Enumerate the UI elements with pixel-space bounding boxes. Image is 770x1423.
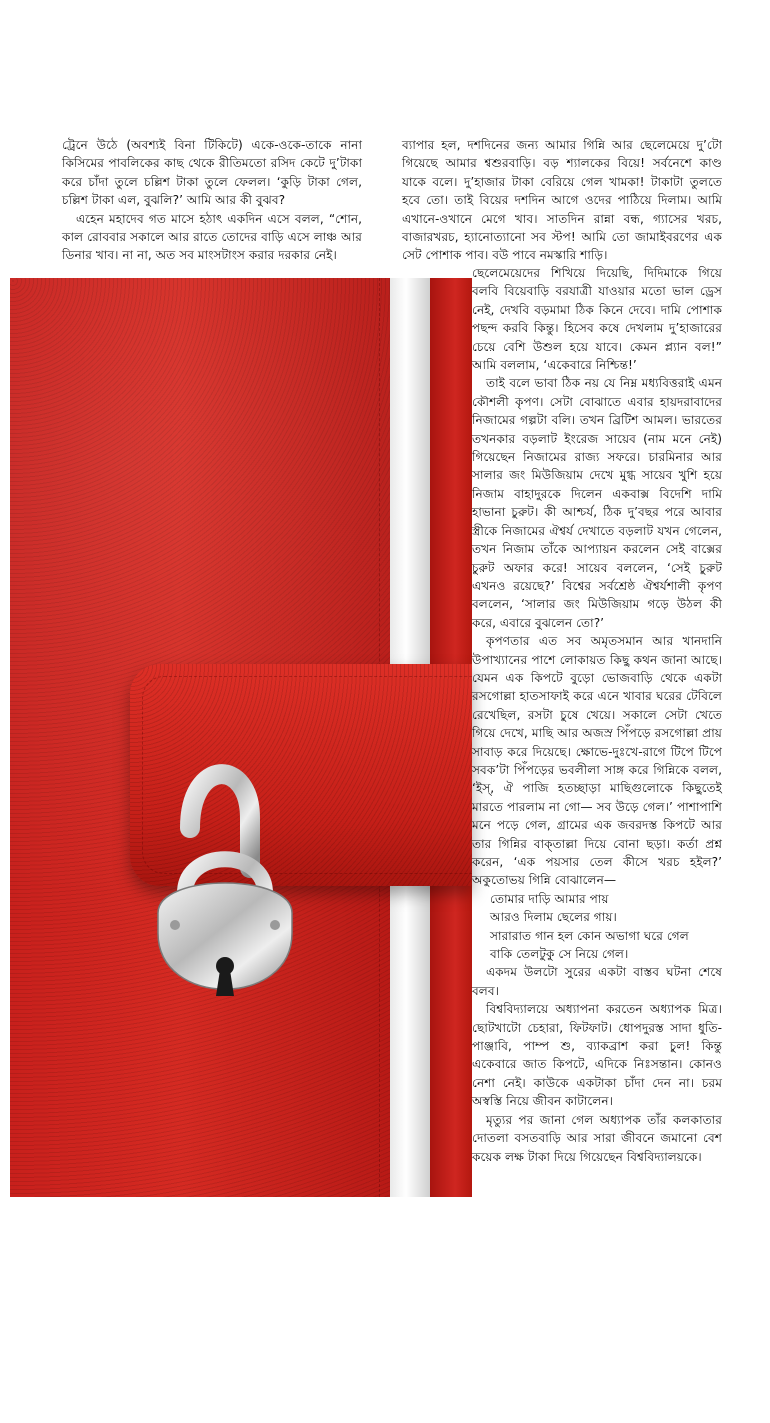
left-column bbox=[62, 136, 362, 265]
paragraph: কৃপণতার এত সব অমৃতসমান আর খানদানি উপাখ্যানের পাশে লোকায়ত কিছু কথন জানা আছে। যেমন এক কিপটে বুড়ো ভোজবাড়ি থেকে একটা রসগোল্লা হাতসাফাই করে এনে খাবার ঘরের টেবিলে রেখেছিল, রসটা চুষে খেয়ে। সকালে সেটা খেতে গিয়ে দেখে, মাছি আর অজস্র পিঁপড়ে রসগোল্লা প্রায় সাবাড় করে দিয়েছে। ক্ষোভে-দুঃখে-রাগে টিপে টিপে সবক’টা পিঁপড়ের ভবলীলা সাঙ্গ করে গিন্নিকে বলল, ‘ইস্, ঐ পাজি হতচ্ছাড়া মাছিগুলোকে কিছুতেই মারতে পারলাম না গো— সব উড়ে গেল।’ পাশাপাশি মনে পড়ে গেল, গ্রামের এক জবরদস্ত কিপটে আর তার গিন্নির বাক্‌তাল্লা দিয়ে বোনা ছড়া। কর্তা প্রশ্ন করেন, ‘এক পয়সার তেল কীসে খরচ হইল?’ অকুতোভয় গিন্নি বোঝালেন— bbox=[472, 634, 722, 888]
paragraph: এহেন মহাদেব গত মাসে হঠাৎ একদিন এসে বলল, “শোন, কাল রোববার সকালে আর রাতে তোদের বাড়ি এসে লাঞ্চ আর ডিনার খাব। না না, অত সব মাংসটাংস করার দরকার নেই। bbox=[62, 211, 362, 263]
paragraph: তাই বলে ভাবা ঠিক নয় যে নিম্ন মধ্যবিত্তরাই এমন কৌশলী কৃপণ। সেটা বোঝাতে এবার হায়দরাবাদের নিজামের গল্পটা বলি। তখন ব্রিটিশ আমল। ভারতের তখনকার বড়লাট ইংরেজ সায়েব (নাম মনে নেই) গিয়েছেন নিজামের রাজ্য সফরে। চারমিনার আর সালার জং মিউজিয়াম দেখে মুগ্ধ সায়েব খুশি হয়ে নিজাম বাহাদুরকে দিলেন একবাক্স বিদেশি দামি হাভানা চুরুট। কী আশ্চর্য, ঠিক দু’বছর পরে আবার স্ত্রীকে নিজামের ঐশ্বর্য দেখাতে বড়লাট যখন গেলেন, তখন নিজাম তাঁকে আপ্যায়ন করলেন সেই বাক্সের চুরুট অফার করে! সায়েব বললেন, ‘সেই চুরুট এখনও রয়েছে?’ বিশ্বের সর্বশ্রেষ্ঠ ঐশ্বর্যশালী কৃপণ বললেন, ‘সালার জং মিউজিয়াম গড়ে উঠল কী করে, এবারে বুঝলেন তো?’ bbox=[472, 376, 722, 630]
verse-line: তোমার দাড়ি আমার পায় bbox=[490, 891, 609, 906]
paragraph: একদম উলটো সুরের একটা বাস্তব ঘটনা শেষে বলব। bbox=[472, 965, 722, 998]
padlock-icon bbox=[150, 718, 300, 1038]
verse-line: সারারাত গান হল কোন অভাগা ঘরে গেল bbox=[490, 928, 689, 943]
right-column-top bbox=[402, 136, 722, 265]
paragraph: ছেলেমেয়েদের শিখিয়ে দিয়েছি, দিদিমাকে গিয়ে বলবি বিয়েবাড়ি বরযাত্রী যাওয়ার মতো ভাল ড্রেস নেই, দেখবি বড়মামা ঠিক কিনে দেবে। দামি পোশাক পছন্দ করবি কিন্তু। হিসেব কষে দেখলাম দু’হাজারের চেয়ে বেশি উশুল হয়ে যাবে। কেমন প্ল্যান বল!” আমি বললাম, ‘একেবারে নিশ্চিন্ত!’ bbox=[472, 266, 722, 373]
verse-line: আরও দিলাম ছেলের গায়। bbox=[490, 910, 617, 925]
diary-illustration bbox=[10, 278, 472, 1419]
paragraph: মৃত্যুর পর জানা গেল অধ্যাপক তাঁর কলকাতার দোতলা বসতবাড়ি আর সারা জীবনে জমানো বেশ কয়েক লক্ষ টাকা দিয়ে গিয়েছেন বিশ্ববিদ্যালয়কে। bbox=[472, 1112, 722, 1164]
verse bbox=[472, 890, 722, 964]
paragraph: বিশ্ববিদ্যালয়ে অধ্যাপনা করতেন অধ্যাপক মিত্র। ছোটখাটো চেহারা, ফিটফাট। ধোপদুরস্ত সাদা ধুতি-পাঞ্জাবি, পাম্প শু, ব্যাকব্রাশ করা চুল! কিন্তু একেবারে জাত কিপটে, এদিকে নিঃসন্তান। কোনও নেশা নেই। কাউকে একটাকা চাঁদা দেন না। চরম অস্বস্তি নিয়ে জীবন কাটালেন। bbox=[472, 1002, 722, 1109]
paragraph: ব্যাপার হল, দশদিনের জন্য আমার গিন্নি আর ছেলেমেয়ে দু’টো গিয়েছে আমার শ্বশুরবাড়ি। বড় শ্যালকের বিয়ে! সর্বনেশে কাণ্ড যাকে বলে। দু’হাজার টাকা বেরিয়ে গেল খামকা! টাকাটা তুলতে হবে তো। তাই বিয়ের দশদিন আগে ওদের পাঠিয়ে দিলাম। আমি এখানে-ওখানে মেগে খাব। সাতদিন রান্না বন্ধ, গ্যাসের খরচ, বাজারখরচ, হ্যানোত্যানো সব স্টপ! আমি তো জামাইবরণের এক সেট পোশাক পাব। বউ পাবে নমস্কারি শাড়ি। bbox=[402, 138, 722, 263]
paragraph: ট্রেনে উঠে (অবশ্যই বিনা টিকিটে) একে-ওকে-তাকে নানা কিসিমের পাবলিকের কাছ থেকে রীতিমতো রসিদ কেটে দু’টাকা করে চাঁদা তুলে চল্লিশ টাকা তুলে ফেলল। ‘কুড়ি টাকা গেল, চল্লিশ টাকা এল, বুঝলি?’ আমি আর কী বুঝব? bbox=[62, 138, 362, 208]
right-column-main bbox=[472, 264, 722, 1166]
verse-line: বাকি তেলটুকু সে নিয়ে গেল। bbox=[490, 947, 629, 962]
page-folio: ১৮ রোববার bbox=[88, 1405, 144, 1419]
